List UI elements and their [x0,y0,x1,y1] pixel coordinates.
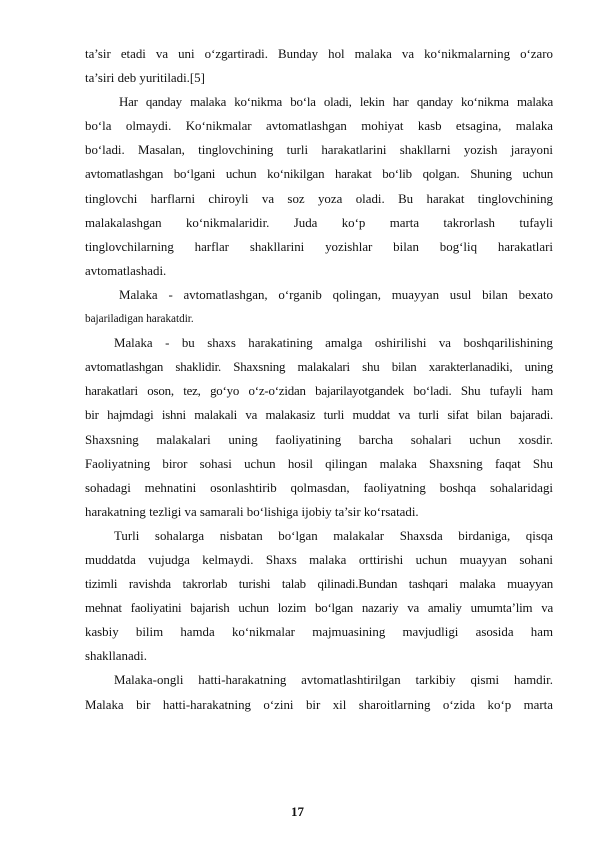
text-line: tizimli ravishda takrorlab turishi talab qilinadi.Bundan tashqari malaka muayyan [85,577,553,592]
text-line: avtomatlashadi. [85,263,167,278]
text-line: avtomatlashgan shaklidir. Shaxsning malakalari shu bilan xarakterlanadiki, uning [85,360,553,375]
text-line: Turli sohalarga nisbatan bo‘lgan malakalar Shaxsda birdaniga, qisqa [114,528,553,543]
text-line: malakalashgan ko‘nikmalaridir. Juda ko‘p marta takrorlash tufayli [85,215,553,230]
text-line: Malaka bir hatti-harakatning o‘zini bir xil sharoitlarning o‘zida ko‘p marta [85,697,553,712]
text-line: Faoliyatning biror sohasi uchun hosil qilingan malaka Shaxsning faqat Shu [85,456,553,471]
text-line: Malaka-ongli hatti-harakatning avtomatlashtirilgan tarkibiy qismi hamdir. [114,673,553,688]
text-line: tinglovchilarning harflar shakllarini yozishlar bilan bog‘liq harakatlari [85,239,553,254]
text-line: ta’sir etadi va uni o‘zgartiradi. Bunday hol malaka va ko‘nikmalarning o‘zaro [85,47,553,61]
text-line: harakatlari oson, tez, go‘yo o‘z-o‘zidan bajarilayotgandek bo‘ladi. Shu tufayli ham [85,384,553,399]
text-line: tinglovchi harflarni chiroyli va soz yoza oladi. Bu harakat tinglovchining [85,191,553,206]
text-line: Malaka - bu shaxs harakatining amalga oshirilishi va boshqarilishining [114,336,553,351]
document-body [85,42,553,717]
text-line: kasbiy bilim hamda ko‘nikmalar majmuasining mavjudligi asosida ham [85,625,553,640]
page-number: 17 [291,804,304,819]
text-line: harakatning tezligi va samarali bo‘lishiga ijobiy ta’sir ko‘rsatadi. [85,504,419,519]
text-line: bo‘la olmaydi. Ko‘nikmalar avtomatlashgan mohiyat kasb etsagina, malaka [85,119,553,134]
text-line: bajariladigan harakatdir. [85,313,194,326]
text-line: sohadagi mehnatini osonlashtirib qolmasdan, faoliyatning boshqa sohalaridagi [85,480,553,495]
text-line: mehnat faoliyatini bajarish uchun lozim bo‘lgan nazariy va amaliy umumta’lim va [85,601,553,616]
text-line: muddatda vujudga kelmaydi. Shaxs malaka orttirishi uchun muayyan sohani [85,552,553,567]
text-line: avtomatlashgan bo‘lgani uchun ko‘nikilgan harakat bo‘lib qolgan. Shuning uchun [85,167,553,182]
text-line: bo‘ladi. Masalan, tinglovchining turli harakatlarini shakllarni yozish jarayoni [85,143,553,158]
text-line: shakllanadi. [85,649,147,664]
text-line: bir hajmdagi ishni malakali va malakasiz turli muddat va turli sifat bilan bajaradi. [85,408,553,423]
text-line: Har qanday malaka ko‘nikma bo‘la oladi, lekin har qanday ko‘nikma malaka [119,95,553,110]
text-line: ta’siri deb yuritiladi.[5] [85,71,205,86]
text-line: Shaxsning malakalari uning faoliyatining barcha sohalari uchun xosdir. [85,432,553,447]
text-line: Malaka - avtomatlashgan, o‘rganib qolingan, muayyan usul bilan bexato [119,287,553,302]
